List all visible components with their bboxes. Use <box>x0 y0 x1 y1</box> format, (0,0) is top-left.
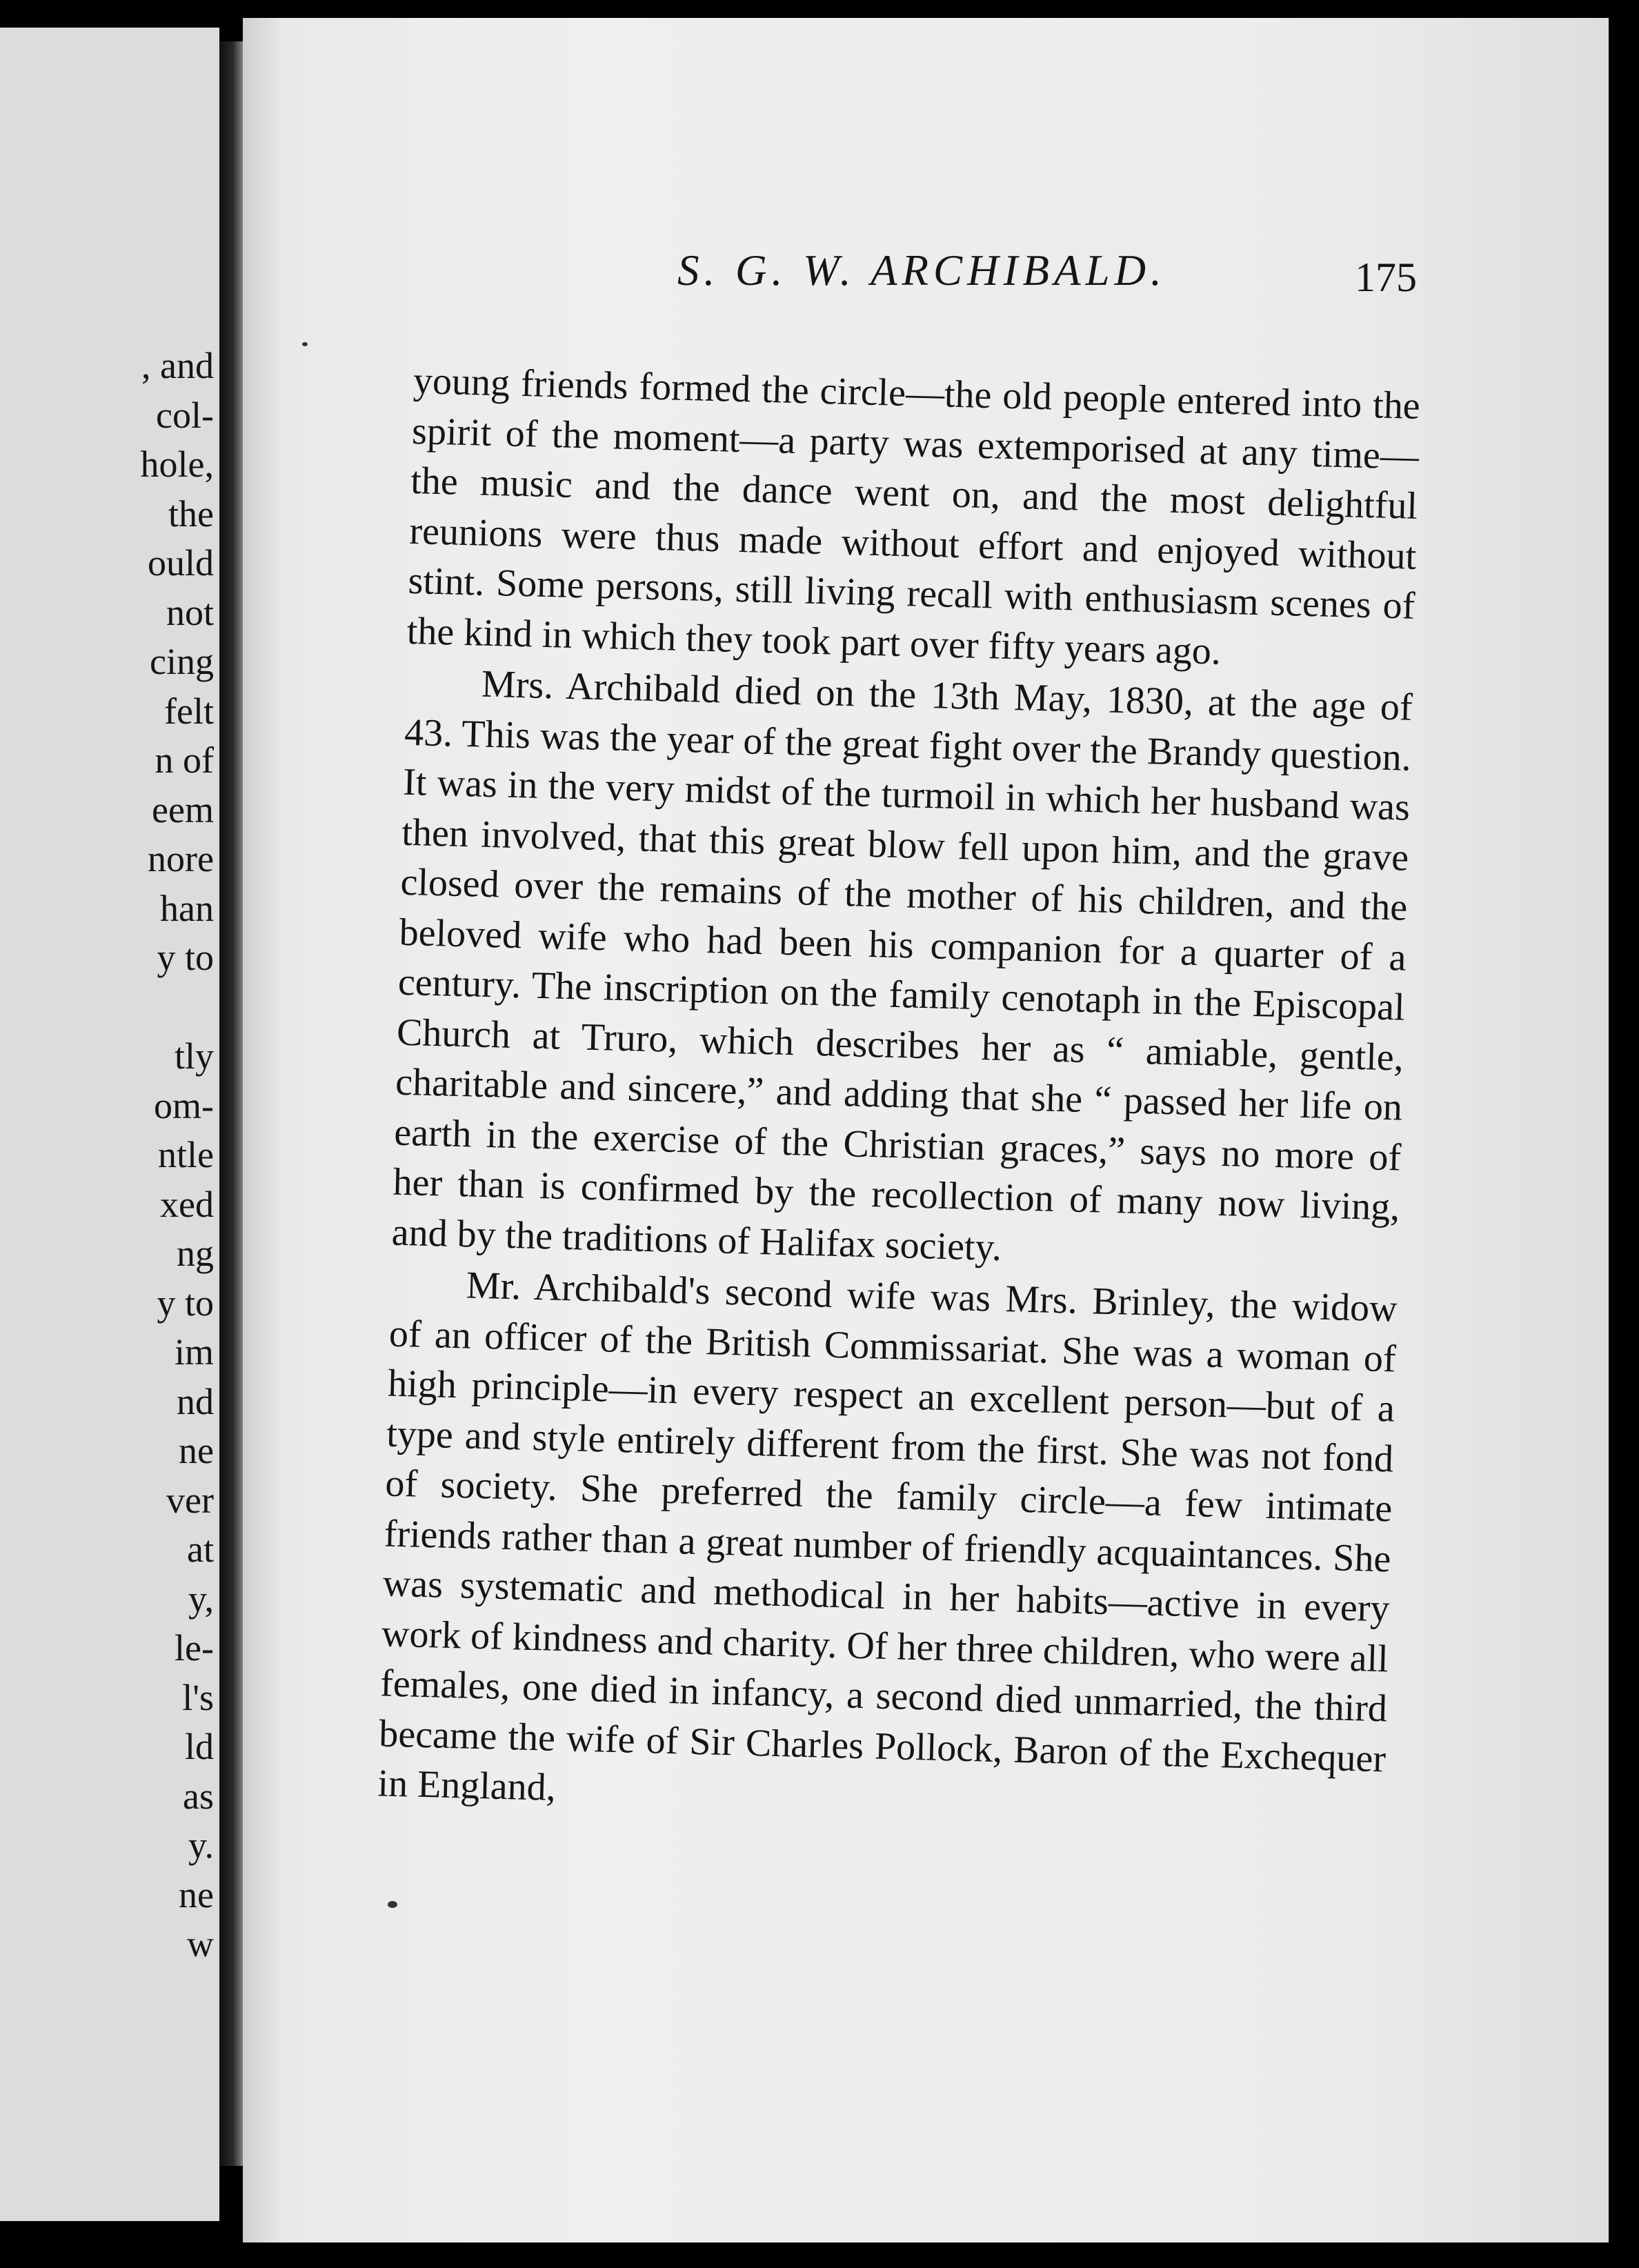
previous-page-fragment: ne <box>179 1430 214 1471</box>
paragraph-continuation: young friends formed the circle—the old people entered into the spirit of the moment—a party was extemporised at any time—the music and the dance went on, and the most delightful reunions were thus made without effort and enjoyed without stint. Some persons, still living recall with enthusiasm scenes of the kind in which they took part over fifty years ago. <box>406 359 1421 673</box>
previous-page-fragment: ntle <box>158 1134 214 1175</box>
previous-page-fragment: ne <box>179 1873 214 1916</box>
previous-page-fragment: nd <box>177 1380 214 1422</box>
running-head: S. G. W. ARCHIBALD. <box>677 246 1166 295</box>
book-page <box>243 18 1609 2242</box>
previous-page-edge <box>0 28 219 2221</box>
previous-page-fragment: ver <box>166 1479 214 1521</box>
previous-page-fragment: as <box>183 1775 214 1817</box>
previous-page-fragment: , and <box>141 345 214 386</box>
previous-page-fragment: felt <box>164 690 214 732</box>
print-speck <box>302 342 308 346</box>
previous-page-fragment: nore <box>148 838 214 879</box>
previous-page-line-fragments <box>141 341 214 1969</box>
previous-page-fragment: y to <box>157 1282 214 1324</box>
previous-page-fragment: y. <box>188 1824 214 1866</box>
previous-page-fragment: y to <box>157 937 214 978</box>
book-gutter <box>219 41 244 2166</box>
print-speck <box>388 1901 397 1908</box>
previous-page-fragment: tly <box>174 1035 214 1077</box>
previous-page-fragment: n of <box>155 739 214 781</box>
previous-page-fragment: y, <box>188 1578 214 1620</box>
previous-page-fragment: the <box>168 493 214 535</box>
previous-page-fragment: ld <box>184 1726 214 1767</box>
previous-page-fragment <box>141 983 214 1033</box>
previous-page-fragment: ng <box>177 1233 214 1274</box>
paragraph-second-wife: Mr. Archibald's second wife was Mrs. Brinley, the widow of an officer of the British Commissariat. She was a woman of high principle—in every respect an excellent person—but of a type and style entirely different from the first. She was not fond of society. She preferred the family circle—a few intimate friends rather than a great number of friendly acquaintances. She was systematic and methodical in her habits—active in every work of kindness and charity. Of her three children, who were all females, one died in infancy, a second died unmarried, the third became the wife of Sir Charles Pollock, Baron of the Exchequer in England, <box>377 1264 1398 1809</box>
paragraph-mrs-archibald-death: Mrs. Archibald died on the 13th May, 1830, at the age of 43. This was the year of the great fight over the Brandy question. It was in the very midst of the turmoil in which her husband was then involved, that this great blow fell upon him, and the grave closed over the remains of the mother of his children, and the beloved wife who had been his companion for a quarter of a century. The inscription on the family cenotaph in the Episcopal Church at Truro, which describes her as “ amiable, gentle, charitable and sincere,” and adding that she “ passed her life on earth in the exercise of the Christian graces,” says no more of her than is confirmed by the recollection of many now living, and by the traditions of Halifax society. <box>391 662 1413 1269</box>
page-body <box>377 356 1421 1834</box>
previous-page-fragment: le- <box>175 1627 214 1669</box>
previous-page-fragment: not <box>166 591 214 633</box>
previous-page-fragment: eem <box>152 788 214 830</box>
previous-page-fragment: im <box>174 1331 214 1373</box>
previous-page-fragment: col- <box>156 394 214 436</box>
previous-page-fragment: cing <box>150 641 214 682</box>
page-number: 175 <box>1355 255 1417 300</box>
previous-page-fragment: om- <box>154 1084 214 1126</box>
previous-page-fragment: hole, <box>140 444 214 485</box>
previous-page-fragment: w <box>187 1923 214 1964</box>
previous-page-fragment: at <box>187 1529 214 1570</box>
previous-page-fragment: l's <box>182 1676 214 1718</box>
previous-page-fragment: xed <box>160 1183 214 1225</box>
previous-page-fragment: ould <box>147 542 214 584</box>
previous-page-fragment: han <box>160 887 214 929</box>
